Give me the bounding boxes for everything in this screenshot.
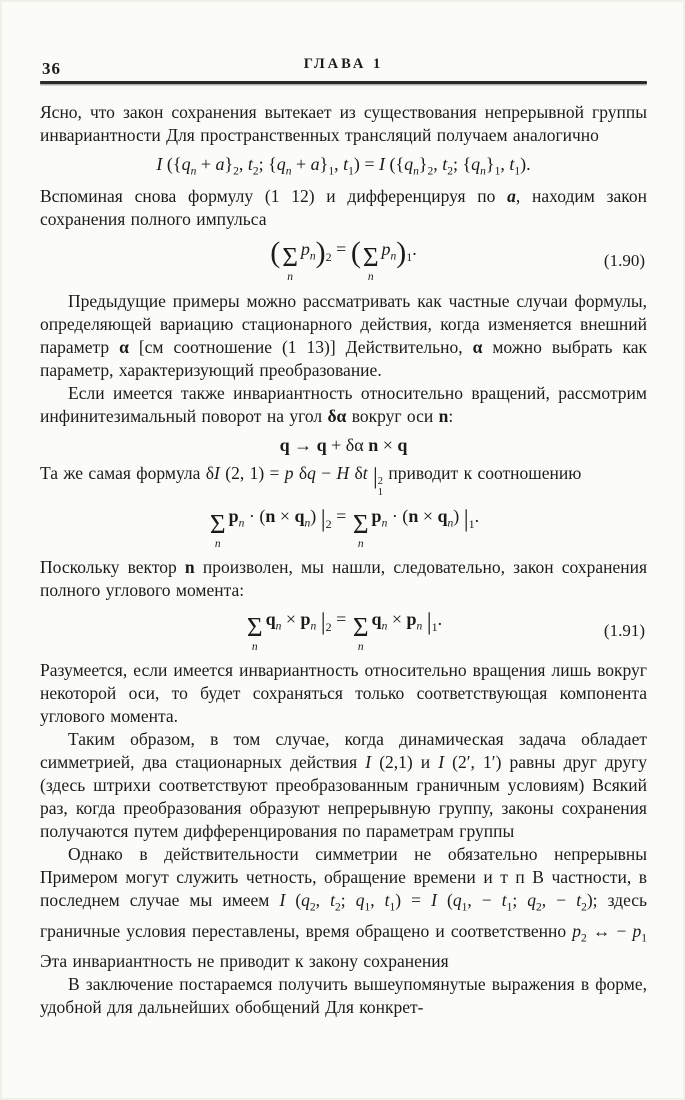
formula-body: ( Σ n $p_n)_2$ = ( Σ n $p_n)_1$.	[270, 236, 417, 284]
para-previous-examples: Предыдущие примеры можно рассматривать как частные случаи формулы, определяющей вариацию стационарного действия, когда изменяется внешний параметр α [см соотношение (1 13)] Действительно, α можно выбрать как параметр, характеризующий преобразование.	[40, 290, 647, 380]
equation-number-190: (1.90)	[603, 250, 645, 270]
formula-rotation-relation	[40, 506, 647, 550]
para-momentum-law: Вспоминая снова формулу (1 12) и дифференцируя по a, находим закон сохранения полного импульса	[40, 186, 647, 230]
formula-body: q → q + δα n × q	[279, 434, 408, 455]
formula-body: Σ n $p_n \cdot (n \times q_n) |_2$ = Σ n $p_n \cdot (n \times q_n)$ $|_1$.	[209, 505, 480, 550]
formula-momentum-conservation	[40, 238, 647, 283]
formula-rotation-transform	[40, 435, 647, 457]
equation-number-191: (1.91)	[603, 620, 645, 640]
chapter-title: ГЛАВА 1	[303, 56, 384, 72]
para-symmetry-actions: Таким образом, в том случае, когда динамическая задача обладает симметрией, два стационарных действия I (2,1) и I (2′, 1′) равны друг другу (здесь штрихи соответствуют преобразованным граничным условиям) Всякий раз, когда преобразования образуют непрерывную группу, законы сохранения получаются путем дифференцирования по параметрам группы	[40, 729, 647, 842]
para-rotation-invariance: Если имеется также инвариантность относительно вращений, рассмотрим инфинитезимальный поворот на угол δα вокруг оси n:	[40, 382, 647, 426]
formula-angular-momentum	[40, 609, 647, 653]
para-same-formula: Та же самая формула δI (2, 1) = p δq − H δt | 2 1 приводит к соотношению	[40, 463, 582, 499]
formula-translation-action	[40, 154, 647, 179]
header-rule	[40, 81, 647, 84]
para-discrete-symmetries: Однако в действительности симметрии не обязательно непрерывны Примером могут служить четность, обращение времени и т п В частности, в последнем случае мы имеем I ($q_2$, $t_2$; $q_1$, $t_1) = I$ ($q_1$, − $t_1$; $q_2$, − $t_2$); здесь граничные условия переставлены, время обращено и соответственно $p_2$ ↔ − $p_1$ Эта инвариантность не приводит к закону сохранения	[40, 844, 648, 972]
page-number: 36	[42, 59, 61, 78]
para-conclusion: В заключение постараемся получить вышеупомянутые выражения в форме, удобной для дальнейших обобщений Для конкрет-	[40, 974, 647, 1018]
para-vector-arbitrary: Поскольку вектор n произволен, мы нашли, следовательно, закон сохранения полного углового момента:	[40, 557, 647, 601]
para-conservation-intro: Ясно, что закон сохранения вытекает из существования непрерывной группы инвариантности Для пространственных трансляций получаем аналогично	[40, 102, 647, 145]
formula-body: Σ n $q_n \times p_n$ $|_2$ = Σ n $q_n \times p_n$ $|_1$.	[246, 608, 443, 653]
formula-body: I ($\{q_n + a\}_2$, $t_2$; $\{q_n + a\}_1$, $t_1) = I$ ($\{q_n\}_2$, $t_2$; $\{q_n\}_1$, $t_1$).	[156, 154, 531, 178]
para-axis-rotation: Разумеется, если имеется инвариантность относительно вращения лишь вокруг некоторой оси, то будет сохраняться только соответствующая компонента углового момента.	[40, 660, 647, 727]
page-header	[40, 56, 647, 78]
